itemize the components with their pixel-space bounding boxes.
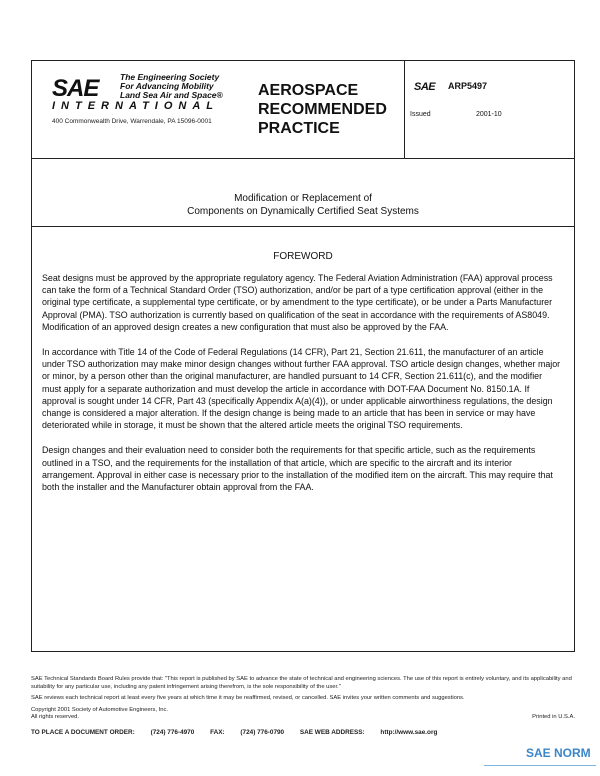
sae-small-logo: SAE <box>414 81 436 93</box>
sae-address: 400 Commonwealth Drive, Warrendale, PA 15096-0001 <box>52 118 212 125</box>
sae-logo: SAE <box>52 75 99 102</box>
watermark-underline <box>484 765 596 766</box>
copyright-text: Copyright 2001 Society of Automotive Engineers, Inc. <box>31 706 168 713</box>
title-section <box>32 158 574 227</box>
fax-label: FAX: <box>210 729 225 736</box>
web-label: SAE WEB ADDRESS: <box>299 729 365 736</box>
printed-in: Printed in U.S.A. <box>532 714 575 721</box>
fax-number: (724) 776-0790 <box>240 729 285 736</box>
order-phone: (724) 776-4970 <box>150 729 195 736</box>
paragraph: Seat designs must be approved by the appropriate regulatory agency. The Federal Aviation Administration (FAA) approval process can take the form of a Technical Standard Order (TSO) authorization, and/or be part of a type certification approval (either in the original type certificate, a supplemental type certificate, or by amendment to the type certificate), or be under a Parts Manufacturer Approval (PMA). TSO authorization is currently based on qualification of the seat in accordance with the requirements of AS8049. Modification of an approved design creates a new configuration that must also be approved by the FAA. <box>42 273 553 332</box>
issued-date: 2001-10 <box>476 111 502 118</box>
web-address-link[interactable]: http://www.sae.org <box>380 729 438 736</box>
foreword-heading: FOREWORD <box>273 251 333 262</box>
board-rules-text: SAE Technical Standards Board Rules provide that: "This report is published by SAE to advance the state of technical and engineering sciences. The use of this report is entirely voluntary, and its applicability and suitability for any particular use, including any patent infringement arising therefrom, is the sole responsibility of the user." <box>31 676 572 690</box>
document-footer <box>31 676 575 722</box>
review-text: SAE reviews each technical report at least every five years at which time it may be reaffirmed, revised, or cancelled. SAE invites your written comments and suggestions. <box>31 695 465 702</box>
document-frame <box>31 60 575 652</box>
issued-label: Issued <box>410 111 431 118</box>
international-label: INTERNATIONAL <box>52 100 220 112</box>
foreword-body <box>42 272 562 506</box>
sae-norm-watermark <box>484 742 600 772</box>
document-title: Modification or Replacement of Components on Dynamically Certified Seat Systems <box>187 193 419 217</box>
watermark-text: SAE NORM <box>526 746 591 760</box>
document-type: AEROSPACE RECOMMENDED PRACTICE <box>258 82 387 137</box>
header-divider <box>404 61 405 158</box>
paragraph: Design changes and their evaluation need to consider both the requirements for that specific article, such as the requirements outlined in a TSO, and the requirements for the installation of that article, which are specific to the aircraft and its interior arrangement. Approval in either case is necessary prior to the installation of the modified item on the aircraft. This may require that both the installer and the Manufacturer obtain approval from the FAA. <box>42 445 553 493</box>
document-number: ARP5497 <box>448 81 488 91</box>
rights-text: All rights reserved. Printed in U.S.A. <box>31 714 575 721</box>
order-label: TO PLACE A DOCUMENT ORDER: <box>31 729 135 736</box>
paragraph: In accordance with Title 14 of the Code of Federal Regulations (14 CFR), Part 21, Section 21.611, the manufacturer of an article under TSO authorization may make minor design changes without further FAA approval. TSO article design changes, whether major or minor, by a person other than the original manufacturer, are handled pursuant to 14 CFR, Section 21.611(c), and the modifier must apply for a separate authorization and must develop the article in accordance with DOT-FAA Document No. 8150.1A. If approval is sought under 14 CFR, Part 43 (specifically Appendix A(a)(4)), or under applicable airworthiness regulations, the design change is considered a major alteration. If the design change is being made to an article that has been in service or may have deteriorated while in storage, it must be shown that the altered article meets the original TSO requirements. <box>42 347 561 431</box>
order-contact-line <box>31 729 451 736</box>
society-tagline: The Engineering Society For Advancing Mobility Land Sea Air and Space® <box>120 72 223 100</box>
document-header <box>32 61 574 159</box>
